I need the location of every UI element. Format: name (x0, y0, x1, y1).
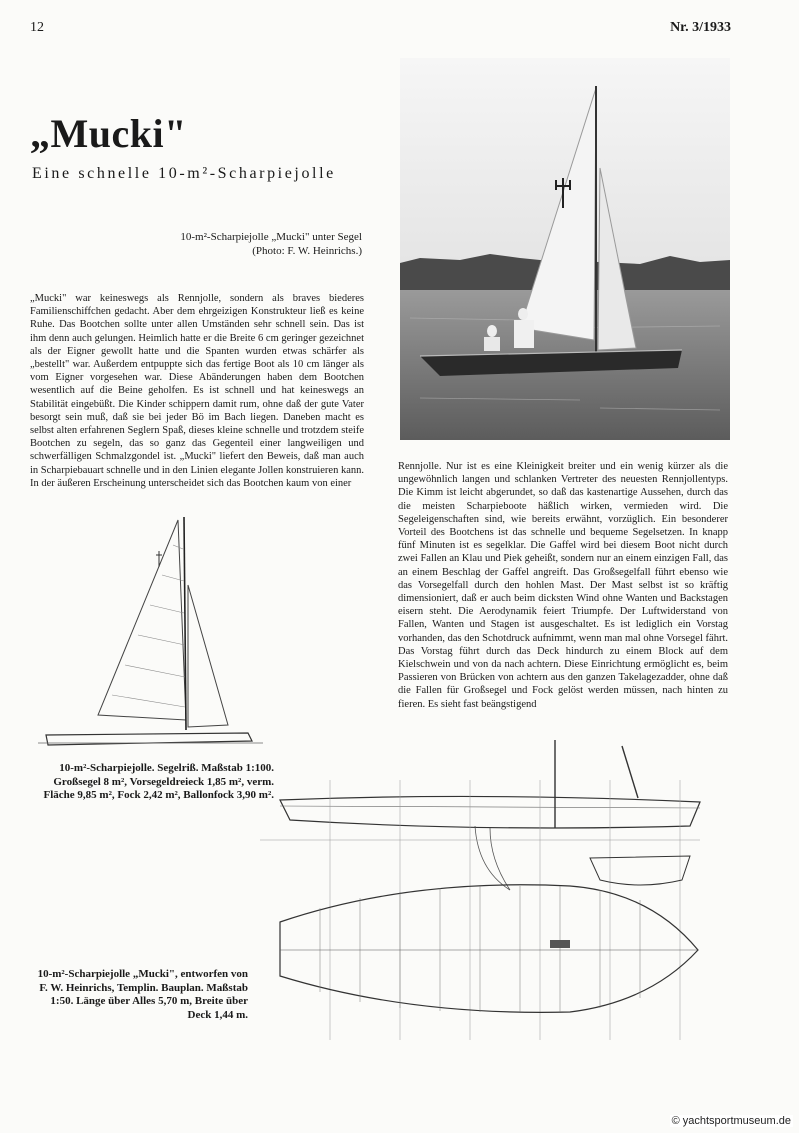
sail-plan-caption: 10-m²-Scharpiejolle. Segelriß. Maßstab 1:100. Großsegel 8 m², Vorsegeldreieck 1,85 m², verm. Fläche 9,85 m², Fock 2,42 m², Ballonfock 3,90 m². (43, 762, 274, 801)
photo-caption-title: 10-m²-Scharpiejolle „Mucki" unter Segel (180, 231, 362, 243)
construction-plan-caption: 10-m²-Scharpiejolle „Mucki", entworfen von F. W. Heinrichs, Templin. Bauplan. Maßstab 1:50. Länge über Alles 5,70 m, Breite über Deck 1,44 m. (37, 968, 248, 1021)
construction-plan-drawing (250, 740, 710, 1040)
photo-caption-credit: (Photo: F. W. Heinrichs.) (252, 245, 362, 257)
body-text-right-column: Rennjolle. Nur ist es eine Kleinigkeit breiter und ein wenig kürzer als die ungewöhnlich langen und schlanken Vertreter des neuesten Rennjollentyps. Die Kimm ist leicht abgerundet, so daß das kastenartige Aussehen, durch das die meisten Scharpieboote häßlich wirken, vermieden wird. Die Segeleigenschaften sind, wie bereits erwähnt, vorzüglich. Ein besonderer Vorteil des Bootchens ist das schnelle und bequeme Segelsetzen. In knapp fünf Minuten ist es segelklar. Die Gaffel wird bei diesem Boot nicht durch zwei Fallen an Klau und Piek geheißt, sondern nur an einem einzigen Fall, das an einem Beschlag der Gaffel angreift. Das Großsegelfall führt ebenso wie das Vorsegelfall durch den hohlen Mast. Der Mast selbst ist so kräftig dimensioniert, daß er auch beim dicksten Wind ohne Wanten und Backstagen eisern steht. Die Aerodynamik feiert Triumpfe. Der Luftwiderstand von Fallen, Wanten und Stagen ist ausgeschaltet. Es ist lediglich ein Vorstag vorhanden, das den Schotdruck aufnimmt, wenn man mal ohne Vorsegel fährt. Das Vorstag führt durch das Deck hindurch zu einem Block auf dem Kielschwein und von da nach achtern. Diese Einrichtung ermöglicht es, beim Passieren von Brücken von achtern aus den ganzen Takelagezadder, ohne daß die Fallen für Großsegel und Fock gelöst werden müssen, nach hinten zu fieren. Es sieht fast beängstigend (398, 461, 728, 710)
issue-number: Nr. 3/1933 (670, 20, 731, 35)
page-number: 12 (30, 20, 44, 35)
article-title: „Mucki" (30, 111, 187, 156)
body-text-left-column: „Mucki" war keineswegs als Rennjolle, sondern als braves biederes Familienschiffchen gedacht. Aber dem ehrgeizigen Konstrukteur ließ es keine Ruhe. Das Bootchen sollte unter allen Umständen sehr schnell sein. Das ist ihm denn auch gelungen. Heimlich hatte er die Breite 6 cm geringer gezeichnet als der Eigner gewollt hatte und die Spanten wurden etwas schärfer als „bestellt" war. Außerdem entpuppte sich das fertige Boot als 10 cm länger als vom Eigner vorgesehen war. Diese Abänderungen haben dem Bootchen wesentlich auf die Beine geholfen. Es ist schnell und hat keineswegs an Stabilität eingebüßt. Die Kinder schippern damit rum, ohne daß der gute Vater besorgt sein muß, daß sie bei jeder Bö im Bach liegen. Daneben macht es selbst alten erfahrenen Seglern Spaß, dieses kleine schnelle und trotzdem steife Bootchen zu segeln, das so ganz das Gegenteil einer langweiligen und schwerfälligen Schmalzgondel ist. „Mucki" liefert den Beweis, daß man auch in Scharpiebauart schnelle und in den Linien elegante Jollen konstruieren kann. In der äußeren Erscheinung unterscheidet sich das Bootchen kaum von einer (30, 293, 364, 489)
photo-caption (150, 230, 362, 258)
watermark: © yachtsportmuseum.de (671, 1115, 791, 1127)
article-subtitle: Eine schnelle 10-m²-Scharpiejolle (32, 165, 336, 182)
sailing-photo-drawing (400, 58, 730, 440)
sailing-photo (400, 58, 730, 440)
sail-plan-drawing (38, 515, 268, 755)
